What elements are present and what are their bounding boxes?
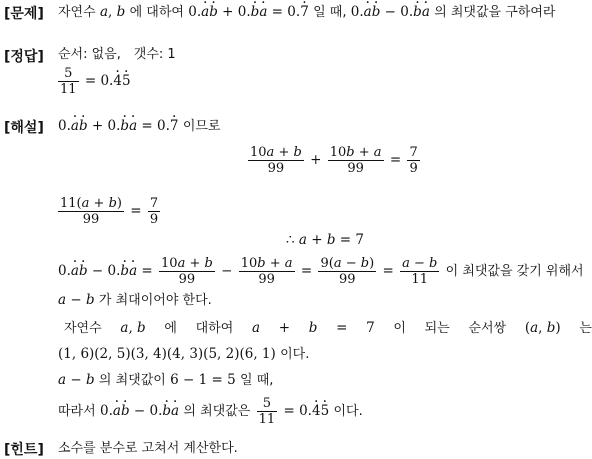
explanation-line-10: 따라서 0.· a· b − 0.· b· a 의 최댓값은 $\frac{5}{11}$ = 0.· 4· 5 이다. <box>58 396 363 427</box>
explanation-text-9b: 일 때, <box>240 373 274 388</box>
explanation-text-1: 이므로 <box>182 119 221 134</box>
problem-statement: 자연수 a, b 에 대하여 0.· a· b + 0.· b· a = 0.· 7 일 때, 0.· a· b − 0.· b· a 의 최댓값을 구하여라 <box>58 4 555 21</box>
explanation-label: [해설] <box>4 120 44 136</box>
explanation-line-1: 0.· a· b + 0.· b· a = 0.· 7 이므로 <box>58 118 221 135</box>
explanation-text-5: 이 최댓값을 갖기 위해서 <box>445 264 584 279</box>
explanation-equation-3: ∴ a + b = 7 <box>286 232 364 248</box>
explanation-line-6: a − b 가 최대이어야 한다. <box>58 292 212 308</box>
explanation-text-10b: 의 최댓값은 <box>183 404 251 419</box>
problem-text-4: 의 최댓값을 구하여라 <box>434 5 556 20</box>
line7-word: 되는 <box>424 321 450 336</box>
hint-label: [힌트] <box>4 442 44 458</box>
answer-count: 갯수: 1 <box>133 47 176 62</box>
line7-word: 는 <box>579 321 592 336</box>
explanation-text-6: 가 최대이어야 한다. <box>98 293 212 308</box>
explanation-text-10c: 이다. <box>333 404 363 419</box>
problem-label: [문제] <box>4 6 44 22</box>
explanation-text-8: 이다. <box>280 347 310 362</box>
explanation-line-8: (1, 6)(2, 5)(3, 4)(4, 3)(5, 2)(6, 1) 이다. <box>58 346 310 362</box>
explanation-text-10a: 따라서 <box>58 404 96 419</box>
line7-word: 순서쌍 <box>468 321 507 336</box>
line7-word: 자연수 <box>64 321 102 336</box>
hint-body: 소수를 분수로 고쳐서 계산한다. <box>58 441 238 456</box>
problem-text-1: 자연수 <box>58 5 96 20</box>
line7-word: 대하여 <box>195 321 234 336</box>
line7-word: 이 <box>393 321 406 336</box>
answer-line <box>58 46 176 63</box>
problem-text-2: 에 대하여 <box>129 5 184 20</box>
hint-text <box>58 440 238 457</box>
line7-word: 에 <box>164 321 177 336</box>
explanation-text-9a: 의 최댓값이 <box>98 373 166 388</box>
answer-label: [정답] <box>4 49 44 65</box>
explanation-equation-1: $\frac{10a + b}{99}$ + $\frac{10b + a}{99}$ = $\frac{7}{9}$ <box>250 145 418 176</box>
explanation-equation-2: $\frac{11(a + b)}{99}$ = $\frac{7}{9}$ <box>60 196 159 227</box>
answer-value: $\frac{5}{11}$ = 0.· 4· 5 <box>56 66 131 97</box>
problem-text-3: 일 때, <box>313 5 347 20</box>
answer-order: 순서: 없음, <box>58 47 121 62</box>
explanation-line-7: 자연수 a, b 에 대하여 a + b = 7 이 되는 순서쌍 (a, b) 는 <box>64 320 592 336</box>
explanation-line-9: a − b 의 최댓값이 6 − 1 = 5 일 때, <box>58 372 274 388</box>
explanation-line-5: 0.· a· b − 0.· b· a = $\frac{10a + b}{99}$ − $\frac{10b + a}{99}$ = $\frac{9(a - b)}{99}$ = $\frac{a - b}{11}$ 이 최댓값을 갖기 위해서 <box>58 256 584 287</box>
